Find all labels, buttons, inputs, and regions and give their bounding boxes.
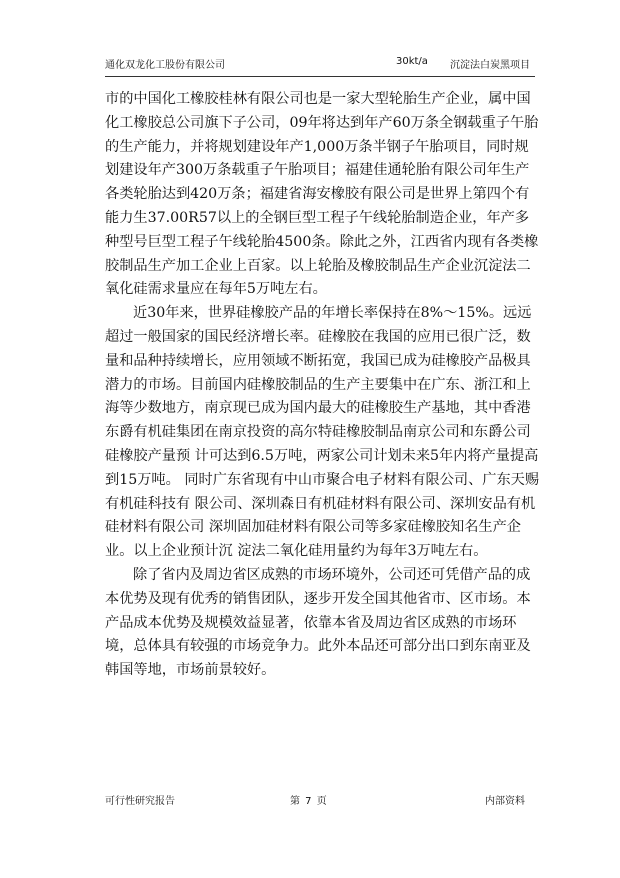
header-company: 通化双龙化工股份有限公司: [105, 60, 225, 71]
paragraph-2: 近30年来，世界硅橡胶产品的年增长率保持在8%～15%。远远超过一般国家的国民经济增长率。硅橡胶在我国的应用已很广泛，数量和品种持续增长，应用领域不断拓宽，我国已成为硅橡胶产品极具潜力的市场。目前国内硅橡胶制品的生产主要集中在广东、浙江和上海等少数地方，南京现已成为国内最大的硅橡胶生产基地，其中香港东爵有机硅集团在南京投资的高尔特硅橡胶制品南京公司和东爵公司硅橡胶产量预 计可达到6.5万吨，两家公司计划未来5年内将产量提高到15万吨。 同时广东省现有中山市聚合电子材料有限公司、广东天赐有机硅科技有 限公司、深圳森日有机硅材料有限公司、深圳安品有机硅材料有限公司 深圳固加硅材料有限公司等多家硅橡胶知名生产企业。以上企业预计沉 淀法二氧化硅用量约为每年3万吨左右。: [105, 305, 540, 560]
paragraph-3: 除了省内及周边省区成熟的市场环境外，公司还可凭借产品的成本优势及现有优秀的销售团队，逐步开发全国其他省市、区市场。本产品成本优势及规模效益显著，依靠本省及周边省区成熟的市场环境，总体具有较强的市场竞争力。此外本品还可部分出口到东南亚及韩国等地，市场前景较好。: [105, 566, 531, 679]
page-header: [105, 56, 535, 72]
paragraph-1: 市的中国化工橡胶桂林有限公司也是一家大型轮胎生产企业，属中国化工橡胶总公司旗下子公司，09年将达到年产60万条全钢载重子午胎的生产能力，并将规划建设年产1,000万条半钢子午胎项目，同时规划建设年产300万条载重子午胎项目；福建佳通轮胎有限公司年生产各类轮胎达到420万条；福建省海安橡胶有限公司是世界上第四个有能力生37.00R57以上的全钢巨型工程子午线轮胎制造企业，年产多种型号巨型工程子午线轮胎4500条。除此之外，江西省内现有各类橡胶制品生产加工企业上百家。以上轮胎及橡胶制品生产企业沉淀法二氧化硅需求量应在每年5万吨左右。: [105, 91, 539, 298]
footer-page-number: 第 7 页: [290, 796, 328, 807]
footer-internal-label: 内部资料: [485, 796, 525, 807]
footer-report-title: 可行性研究报告: [105, 796, 175, 807]
header-project: 沉淀法白炭黑项目: [450, 60, 530, 71]
page-footer: [105, 792, 535, 808]
header-divider: [105, 76, 535, 77]
header-capacity: 30kt/a: [396, 56, 428, 67]
document-body: [105, 88, 540, 683]
